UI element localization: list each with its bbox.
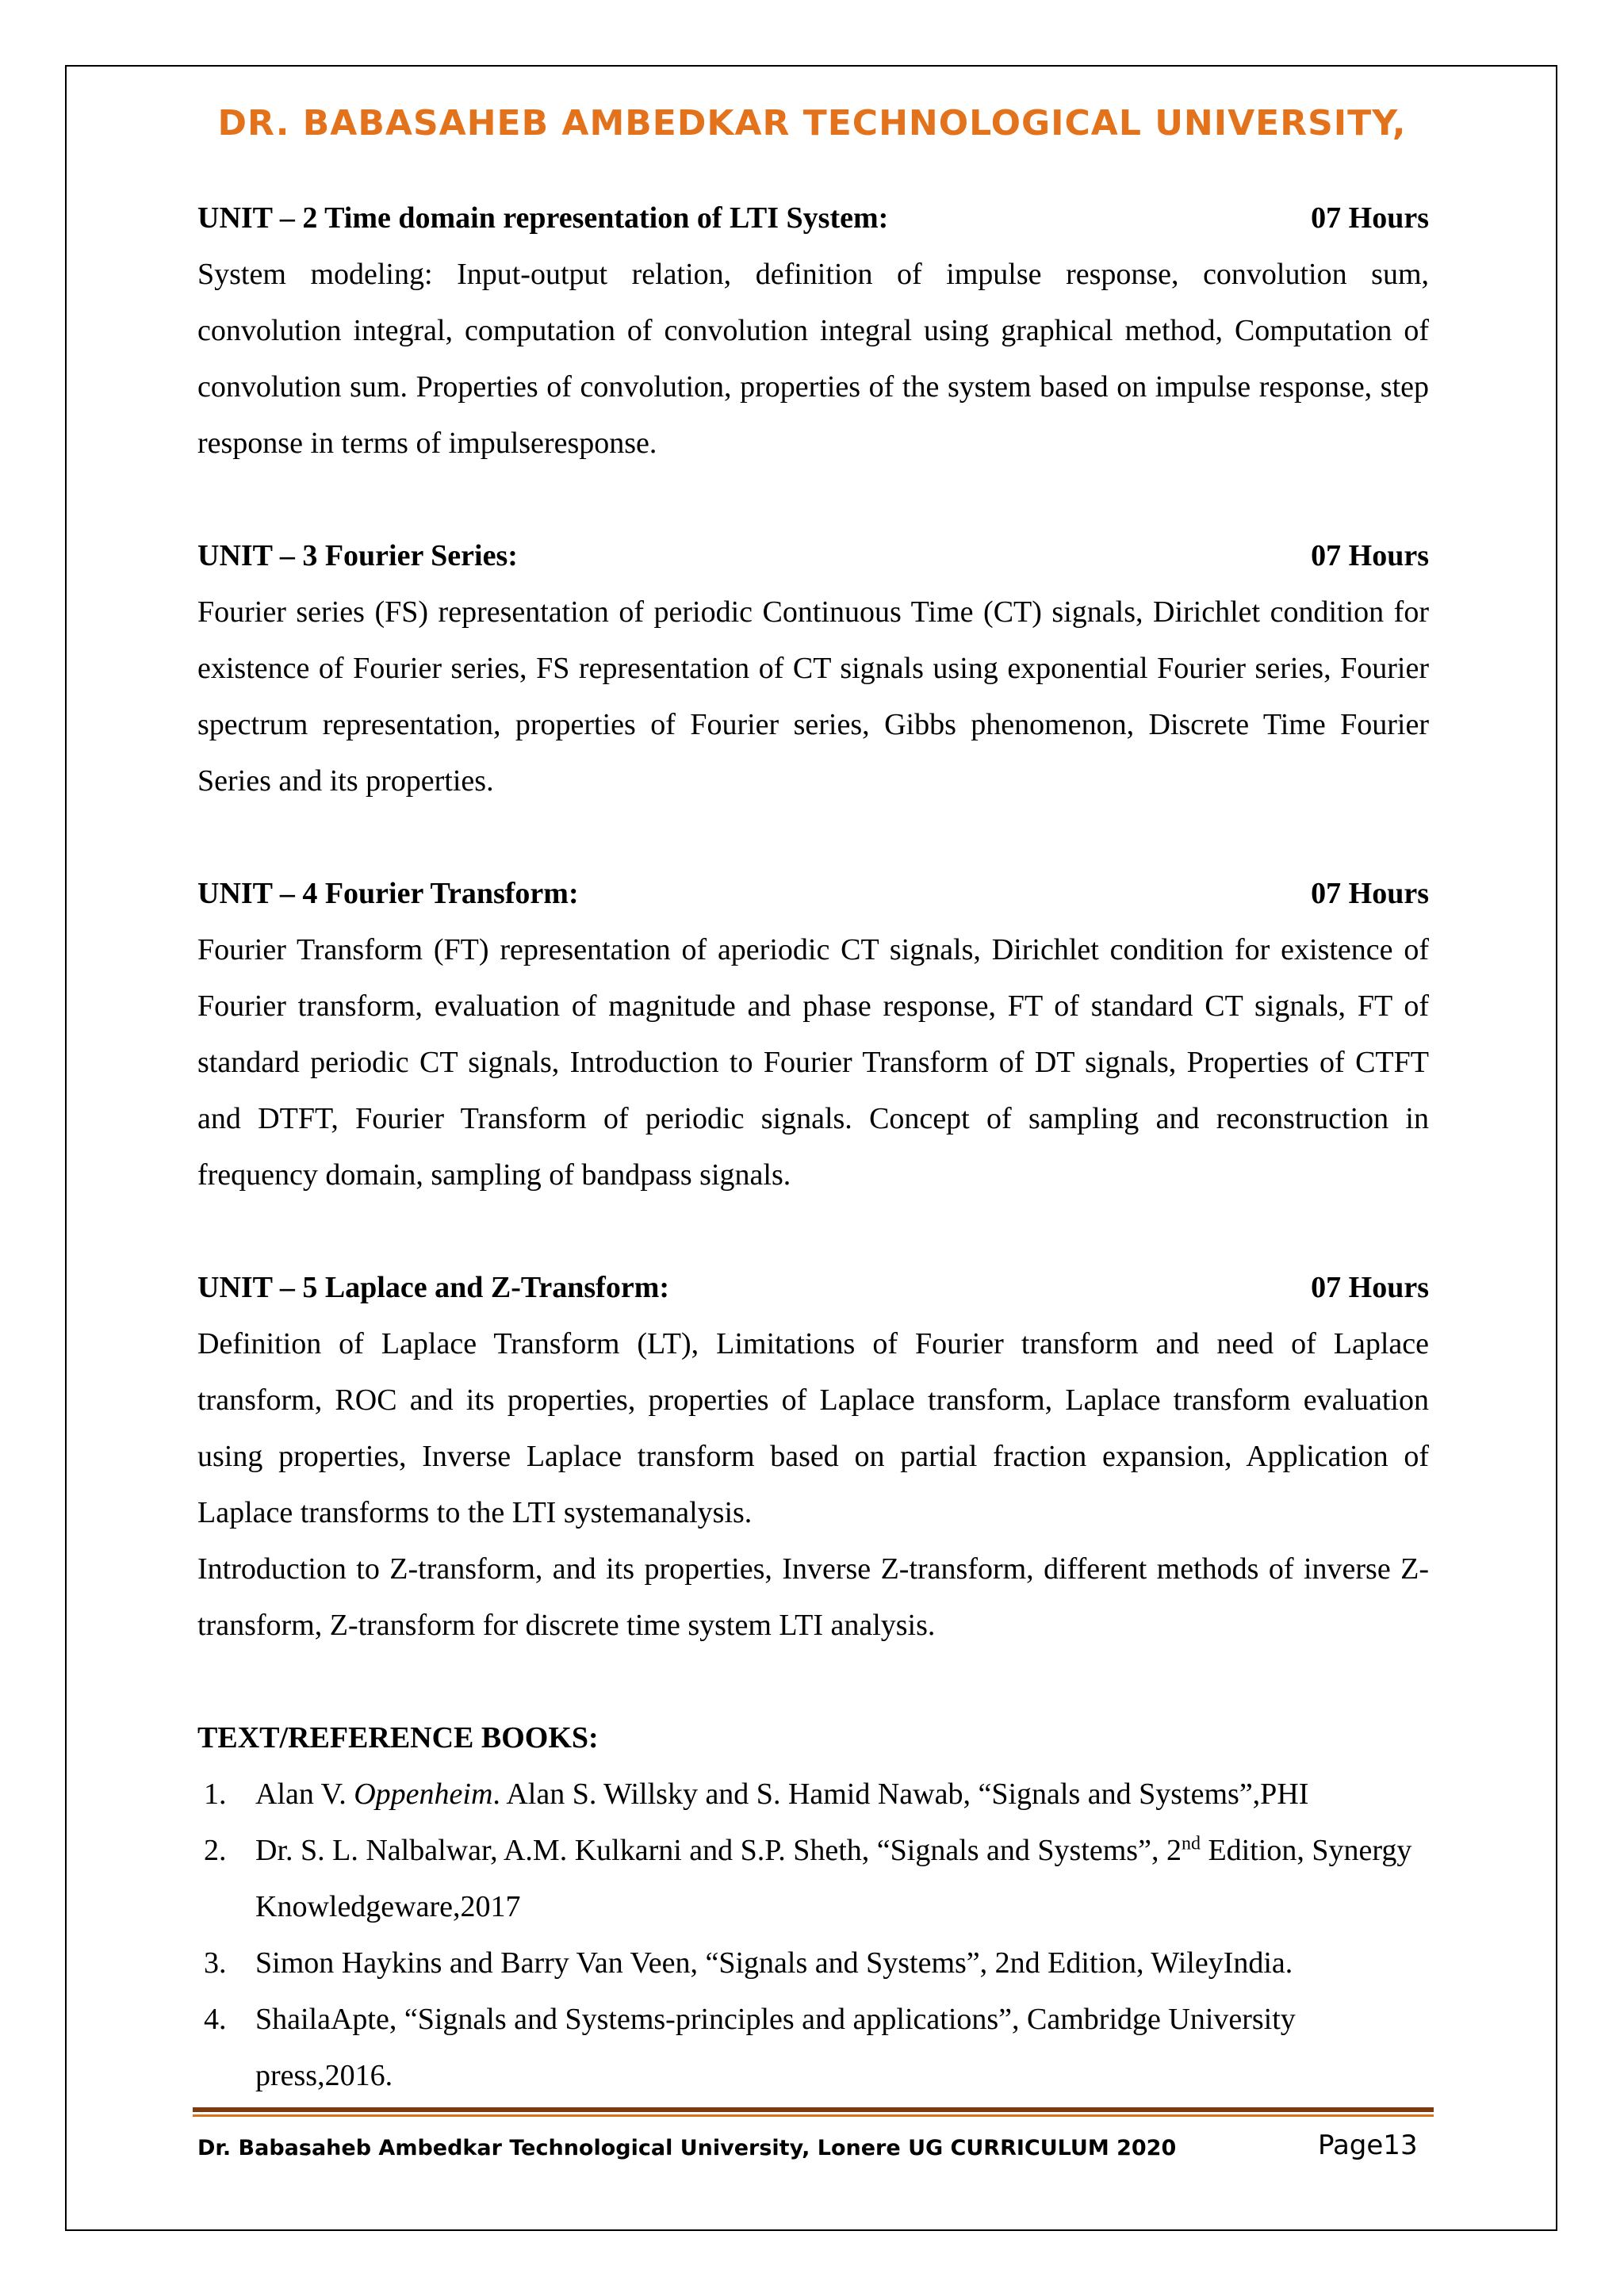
- book-number: 4.: [204, 2003, 227, 2036]
- footer-rule-light: [193, 2114, 1434, 2117]
- book-number: 2.: [204, 1834, 227, 1867]
- book-text: ShailaApte, “Signals and Systems-principles and applications”, Cambridge University press,2016.: [255, 2003, 1296, 2092]
- book-text: . Alan S. Willsky and S. Hamid Nawab, “Signals and Systems”,PHI: [492, 1777, 1309, 1811]
- book-author-italic: Oppenheim: [354, 1777, 493, 1811]
- unit-3-body: Fourier series (FS) representation of periodic Continuous Time (CT) signals, Dirichlet condition for existence of Fourier series, FS representation of CT signals using exponential Fourier series, Fourier spectrum representation, properties of Fourier series, Gibbs phenomenon, Discrete Time Fourier Series and its properties.: [197, 595, 1429, 798]
- unit-4-hours: 07 Hours: [1311, 877, 1429, 910]
- unit-3-heading: [197, 528, 1429, 584]
- reference-books-section: [197, 1710, 1429, 2104]
- reference-books-list: [197, 1766, 1429, 2104]
- page-number: Page13: [1318, 2130, 1418, 2161]
- unit-5-title: UNIT – 5 Laplace and Z-Transform:: [197, 1271, 670, 1304]
- unit-3-hours: 07 Hours: [1311, 539, 1429, 572]
- footer-text: Dr. Babasaheb Ambedkar Technological University, Lonere UG CURRICULUM 2020: [197, 2136, 1177, 2160]
- unit-2-section: [197, 190, 1429, 472]
- header-title: DR. BABASAHEB AMBEDKAR TECHNOLOGICAL UNIVERSITY,: [217, 103, 1407, 144]
- book-text: Alan V.: [255, 1777, 354, 1811]
- book-text: Dr. S. L. Nalbalwar, A.M. Kulkarni and S.P. Sheth, “Signals and Systems”, 2: [255, 1834, 1182, 1867]
- unit-5-body-z-transform: Introduction to Z-transform, and its properties, Inverse Z-transform, different methods of inverse Z-transform, Z-transform for discrete time system LTI analysis.: [197, 1552, 1429, 1642]
- unit-4-body: Fourier Transform (FT) representation of aperiodic CT signals, Dirichlet condition for existence of Fourier transform, evaluation of magnitude and phase response, FT of standard CT signals, FT of standard periodic CT signals, Introduction to Fourier Transform of DT signals, Properties of CTFT and DTFT, Fourier Transform of periodic signals. Concept of sampling and reconstruction in frequency domain, sampling of bandpass signals.: [197, 933, 1429, 1192]
- unit-3-title: UNIT – 3 Fourier Series:: [197, 539, 518, 572]
- book-item: [197, 1766, 1429, 1823]
- footer-rule-dark: [193, 2107, 1434, 2112]
- main-content: [197, 190, 1429, 2104]
- book-text: Edition, Synergy Knowledgeware,2017: [255, 1834, 1412, 1923]
- reference-books-title: TEXT/REFERENCE BOOKS:: [197, 1721, 599, 1755]
- unit-2-heading: [197, 190, 1429, 247]
- book-item: [197, 1992, 1429, 2104]
- book-text: Simon Haykins and Barry Van Veen, “Signals and Systems”, 2nd Edition, WileyIndia.: [255, 1946, 1293, 1980]
- unit-5-section: [197, 1260, 1429, 1654]
- book-item: [197, 1935, 1429, 1992]
- unit-4-title: UNIT – 4 Fourier Transform:: [197, 877, 579, 910]
- book-number: 3.: [204, 1946, 227, 1980]
- book-number: 1.: [204, 1777, 227, 1811]
- book-superscript: nd: [1181, 1833, 1201, 1854]
- unit-5-body-laplace: Definition of Laplace Transform (LT), Limitations of Fourier transform and need of Laplace transform, ROC and its properties, properties of Laplace transform, Laplace transform evaluation using properties, Inverse Laplace transform based on partial fraction expansion, Application of Laplace transforms to the LTI systemanalysis.: [197, 1327, 1429, 1529]
- unit-4-heading: [197, 866, 1429, 922]
- unit-2-title: UNIT – 2 Time domain representation of LTI System:: [197, 201, 889, 235]
- book-item: [197, 1823, 1429, 1935]
- unit-2-body: System modeling: Input-output relation, definition of impulse response, convolution sum, convolution integral, computation of convolution integral using graphical method, Computation of convolution sum. Properties of convolution, properties of the system based on impulse response, step response in terms of impulseresponse.: [197, 258, 1429, 460]
- unit-3-section: [197, 528, 1429, 809]
- unit-5-hours: 07 Hours: [1311, 1271, 1429, 1304]
- unit-5-heading: [197, 1260, 1429, 1316]
- unit-2-hours: 07 Hours: [1311, 201, 1429, 235]
- unit-4-section: [197, 866, 1429, 1203]
